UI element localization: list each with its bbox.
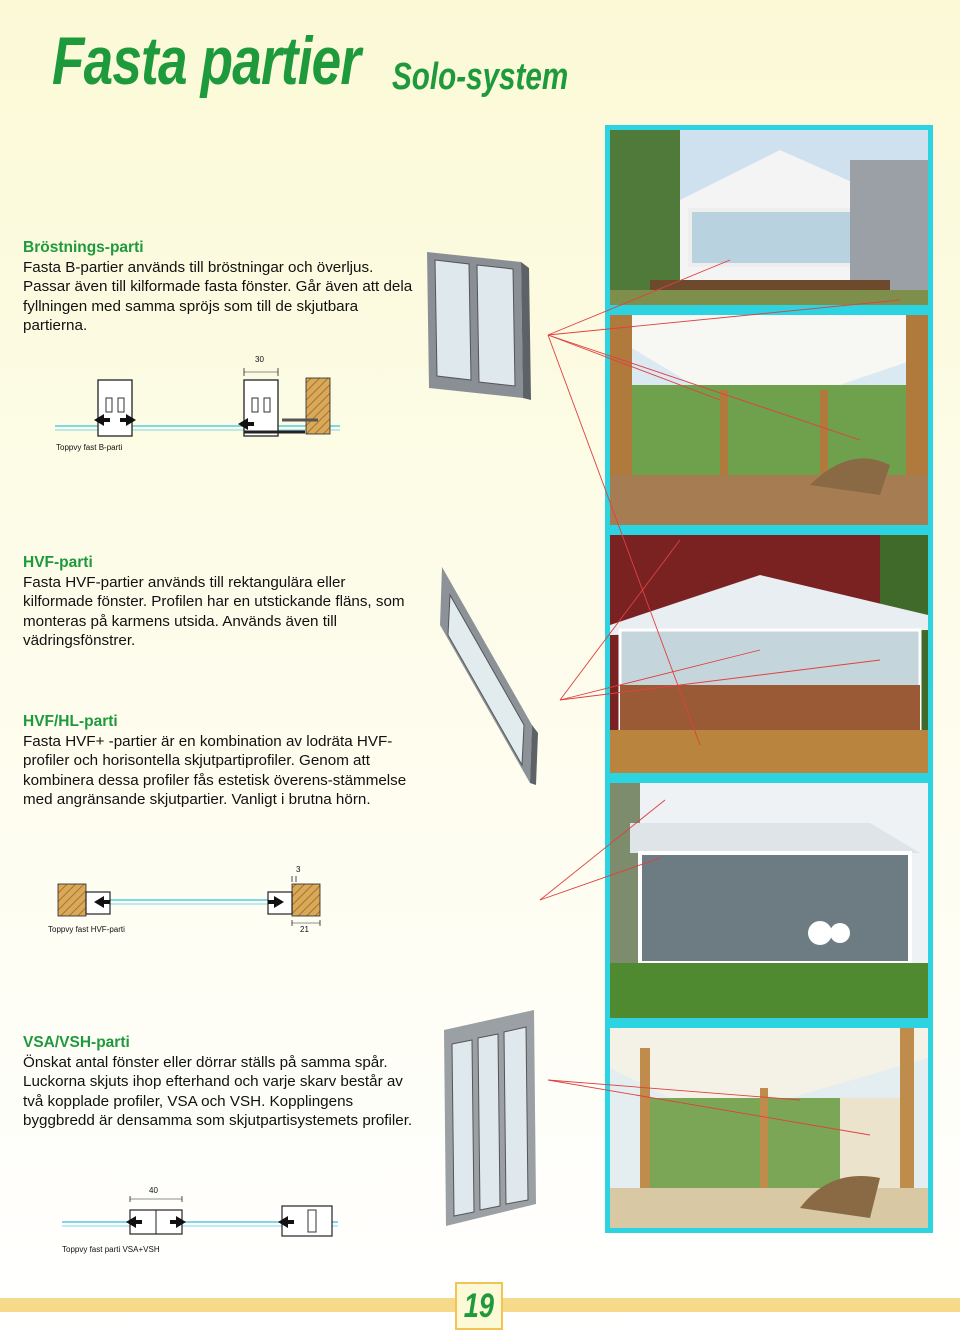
section-body: Fasta B-partier används till bröstningar och överljus. Passar även till kilformade fasta fönster. Går även att dela fyllningen med samma spröjs som till de skjutbara partierna. — [23, 258, 413, 334]
hvf-parti-profile-diagram — [46, 862, 331, 940]
vsa-vsh-profile-diagram — [58, 1182, 348, 1257]
b-parti-window-illustration — [425, 250, 535, 400]
hvf-dimension-bottom: 21 — [300, 925, 309, 934]
section-body: Fasta HVF-partier används till rektangulära eller kilformade fönster. Profilen har en utstickande fläns, som monteras på karmens utsida. Används även till vädringsfönstrer. — [23, 573, 405, 649]
b-parti-profile-diagram — [50, 350, 350, 455]
vsa-vsh-dimension: 40 — [149, 1186, 158, 1195]
page-number-box — [455, 1282, 503, 1330]
b-parti-caption: Toppvy fast B-parti — [56, 443, 123, 452]
section-body: Fasta HVF+ -partier är en kombination av lodräta HVF-profiler och horisontella skjutpartiprofiler. Genom att kombinera dessa profiler fås estetisk överens-stämmelse med angränsande skjutpartier. Vanligt i brutna hörn. — [23, 732, 407, 808]
section-body: Önskat antal fönster eller dörrar ställs på samma spår. Luckorna skjuts ihop efterhand och varje skarv består av två kopplade profiler, VSA och VSH. Kopplingens byggbredd är densamma som skjutpartisystemets profiler. — [23, 1053, 413, 1129]
vsa-vsh-window-illustration — [440, 1008, 540, 1228]
hvf-caption: Toppvy fast HVF-parti — [48, 925, 125, 934]
page-subtitle: Solo-system — [392, 56, 569, 98]
photo-veranda-house — [605, 125, 933, 310]
b-parti-dimension: 30 — [255, 355, 264, 364]
vsa-vsh-caption: Toppvy fast parti VSA+VSH — [62, 1245, 160, 1254]
section-heading: HVF/HL-parti — [23, 713, 118, 730]
photo-wooden-conservatory — [605, 310, 933, 530]
section-vsa-vsh-parti — [23, 1033, 418, 1131]
photo-white-house-glassroom — [605, 778, 933, 1023]
page-title: Fasta partier — [52, 23, 361, 99]
section-hvf-parti — [23, 553, 418, 651]
section-heading: VSA/VSH-parti — [23, 1034, 130, 1051]
photo-conservatory-interior — [605, 1023, 933, 1233]
page-number: 19 — [463, 1286, 495, 1325]
hvf-parti-window-illustration — [440, 565, 540, 785]
section-hvf-hl-parti — [23, 712, 418, 810]
section-brostnings-parti — [23, 238, 418, 336]
section-heading: HVF-parti — [23, 554, 93, 571]
photo-red-house-glassroom — [605, 530, 933, 778]
section-heading: Bröstnings-parti — [23, 239, 144, 256]
hvf-dimension-top: 3 — [296, 865, 301, 874]
